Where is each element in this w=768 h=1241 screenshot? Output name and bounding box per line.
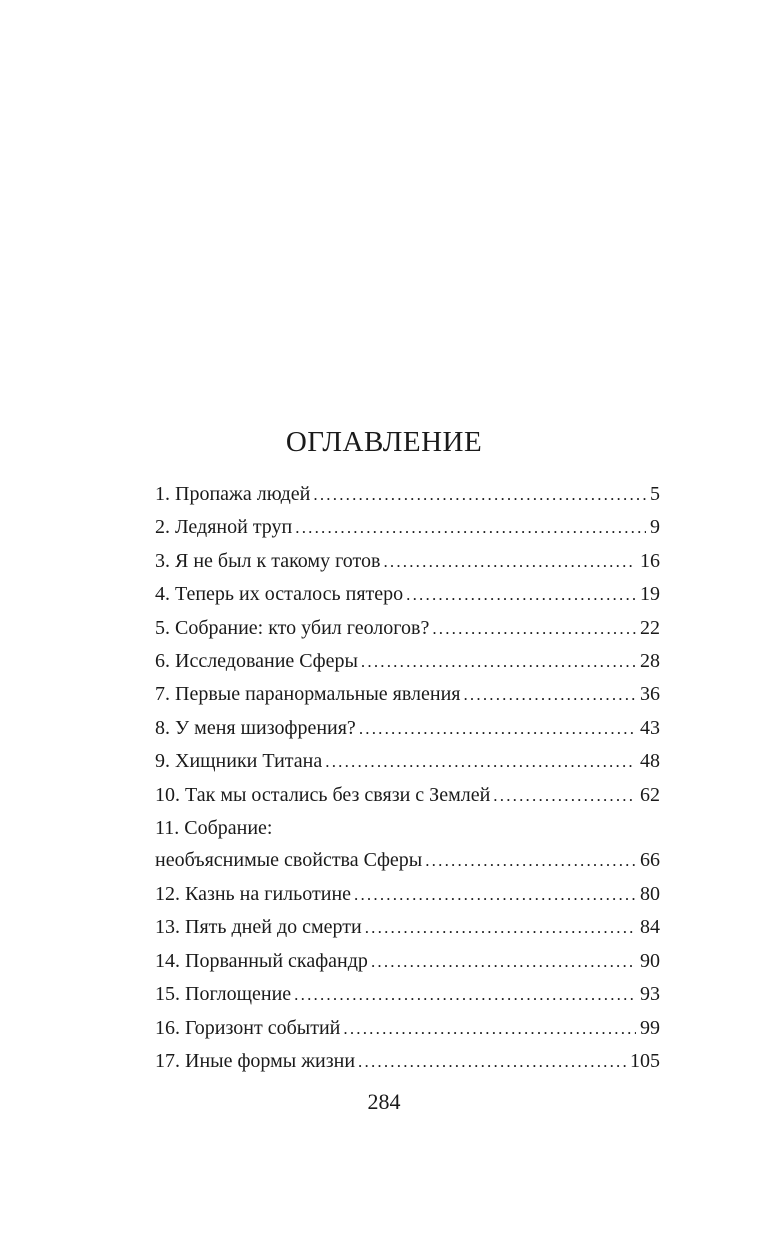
toc-entry-page: 19: [640, 583, 660, 606]
toc-leader-dots: [354, 879, 636, 911]
toc-entry-5: [155, 612, 660, 645]
toc-leader-dots: [432, 613, 636, 645]
toc-leader-dots: [365, 912, 636, 944]
toc-leader-dots: [343, 1013, 636, 1045]
toc-entry-page: 22: [640, 616, 660, 639]
toc-entry-11-line-1: [155, 812, 660, 844]
toc-entry-title: 10. Так мы остались без связи с Землей: [155, 783, 491, 806]
toc-entry-title: 6. Исследование Сферы: [155, 650, 358, 673]
toc-entry-page: 93: [640, 983, 660, 1006]
toc-entry-title: 3. Я не был к такому готов: [155, 549, 381, 572]
toc-entry-6: [155, 645, 660, 678]
toc-entry-7: [155, 678, 660, 711]
toc-leader-dots: [325, 746, 636, 778]
toc-entry-title: 17. Иные формы жизни: [155, 1049, 356, 1072]
toc-entry-12: [155, 878, 660, 911]
toc-entry-page: 43: [640, 716, 660, 739]
toc-entry-title: 12. Казнь на гильотине: [155, 882, 352, 905]
toc-entry-title: 16. Горизонт событий: [155, 1016, 341, 1039]
toc-entry-title: 5. Собрание: кто убил геологов?: [155, 616, 430, 639]
toc-entry-page: 36: [640, 683, 660, 706]
toc-entry-11-line-2: [155, 844, 660, 877]
toc-entry-title: 9. Хищники Титана: [155, 750, 323, 773]
toc-entry-page: 9: [650, 516, 660, 539]
table-of-contents: [155, 478, 660, 1078]
toc-entry-17: [155, 1045, 660, 1078]
toc-entry-page: 90: [640, 949, 660, 972]
toc-entry-4: [155, 578, 660, 611]
toc-entry-9: [155, 745, 660, 778]
toc-leader-dots: [295, 512, 646, 544]
toc-leader-dots: [313, 479, 646, 511]
toc-entry-3: [155, 545, 660, 578]
toc-entry-title: 14. Порванный скафандр: [155, 949, 368, 972]
toc-entry-2: [155, 511, 660, 544]
toc-entry-13: [155, 911, 660, 944]
toc-entry-10: [155, 779, 660, 812]
toc-entry-title: 7. Первые паранормальные явления: [155, 683, 461, 706]
toc-leader-dots: [359, 713, 636, 745]
toc-leader-dots: [294, 979, 636, 1011]
toc-entry-page: 5: [650, 483, 660, 505]
page-title: ОГЛАВЛЕНИЕ: [285, 426, 483, 458]
toc-entry-1: [155, 478, 660, 511]
toc-entry-title: 1. Пропажа людей: [155, 483, 311, 505]
toc-entry-title: 8. У меня шизофрения?: [155, 716, 356, 739]
toc-entry-title: 11. Собрание:: [155, 817, 273, 840]
page-number: 284: [367, 1089, 401, 1114]
toc-entry-page: 80: [640, 882, 660, 905]
toc-leader-dots: [493, 780, 636, 812]
toc-entry-page: 62: [640, 783, 660, 806]
toc-leader-dots: [406, 579, 636, 611]
toc-leader-dots: [383, 546, 636, 578]
toc-entry-title: 4. Теперь их осталось пятеро: [155, 583, 404, 606]
toc-entry-title: 13. Пять дней до смерти: [155, 916, 362, 939]
toc-entry-page: 99: [640, 1016, 660, 1039]
toc-entry-page: 28: [640, 650, 660, 673]
toc-entry-15: [155, 978, 660, 1011]
toc-entry-title: 2. Ледяной труп: [155, 516, 293, 539]
toc-entry-page: 66: [640, 849, 660, 872]
toc-leader-dots: [361, 646, 636, 678]
toc-entry-title-continued: необъяснимые свойства Сферы: [155, 849, 423, 872]
toc-leader-dots: [425, 845, 636, 877]
toc-entry-page: 48: [640, 750, 660, 773]
toc-leader-dots: [358, 1046, 626, 1078]
toc-leader-dots: [371, 946, 636, 978]
toc-leader-dots: [463, 679, 636, 711]
toc-entry-page: 84: [640, 916, 660, 939]
toc-entry-16: [155, 1012, 660, 1045]
toc-entry-14: [155, 945, 660, 978]
toc-entry-page: 105: [630, 1049, 660, 1072]
toc-entry-page: 16: [640, 549, 660, 572]
toc-entry-title: 15. Поглощение: [155, 983, 292, 1006]
toc-entry-8: [155, 712, 660, 745]
